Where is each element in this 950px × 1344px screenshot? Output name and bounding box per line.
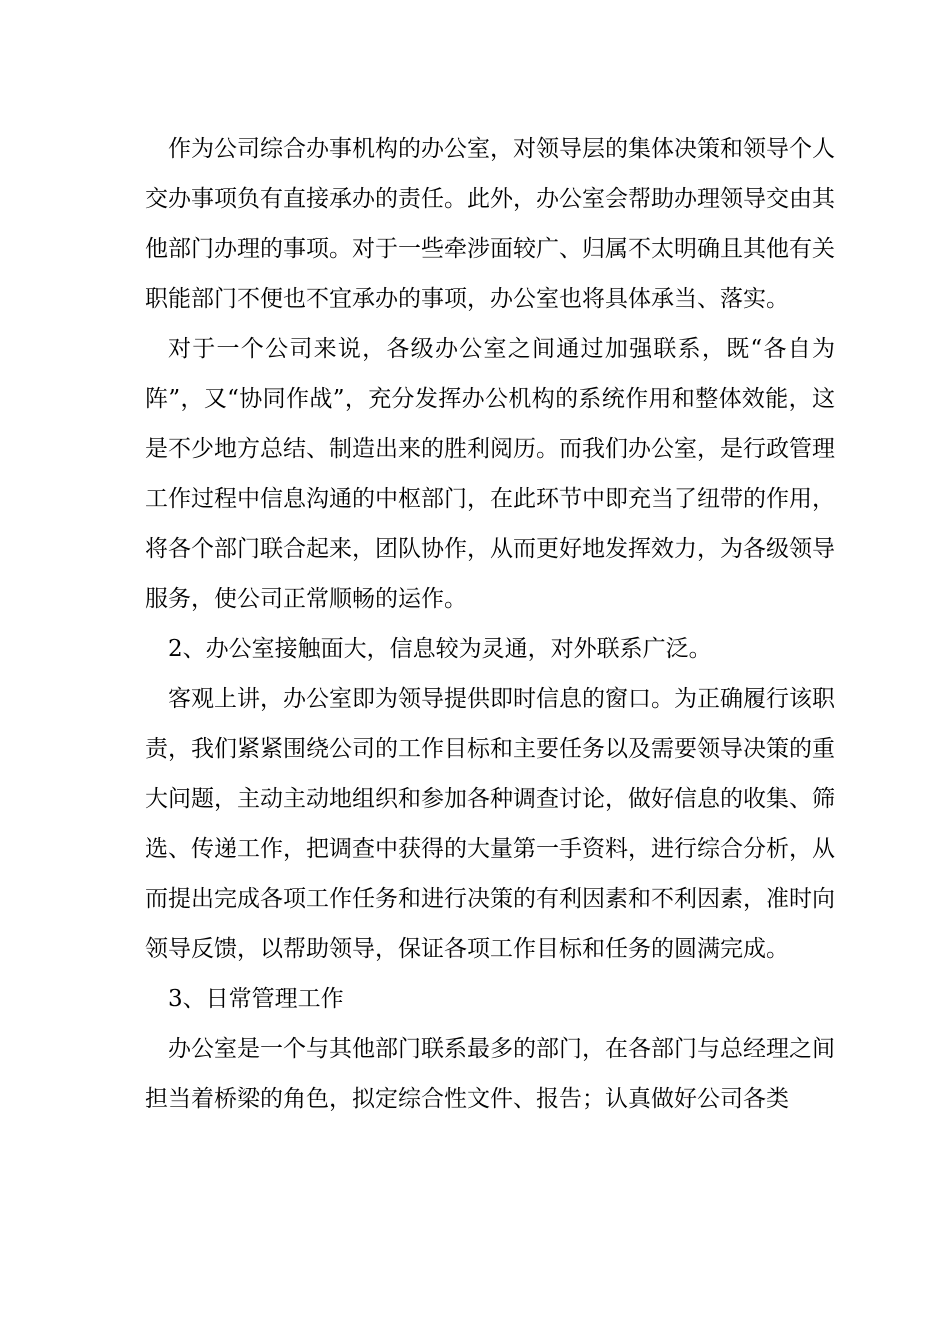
- section-heading-3: 3、日常管理工作: [168, 986, 344, 1012]
- paragraph-daily-management: 办公室是一个与其他部门联系最多的部门，在各部门与总经理之间担当着桥梁的角色，拟定综合性文件、报告；认真做好公司各类: [145, 1036, 835, 1112]
- paragraph-information-window: 客观上讲，办公室即为领导提供即时信息的窗口。为正确履行该职责，我们紧紧围绕公司的工作目标和主要任务以及需要领导决策的重大问题，主动主动地组织和参加各种调查讨论，做好信息的收集、筛选、传递工作，把调查中获得的大量第一手资料，进行综合分析，从而提出完成各项工作任务和进行决策的有利因素和不利因素，准时向领导反馈，以帮助领导，保证各项工作目标和任务的圆满完成。: [145, 686, 835, 962]
- paragraph-coordination: 对于一个公司来说，各级办公室之间通过加强联系，既“各自为阵”，又“协同作战”，充分发挥办公机构的系统作用和整体效能，这是不少地方总结、制造出来的胜利阅历。而我们办公室，是行政管理工作过程中信息沟通的中枢部门，在此环节中即充当了纽带的作用，将各个部门联合起来，团队协作，从而更好地发挥效力，为各级领导服务，使公司正常顺畅的运作。: [145, 336, 835, 612]
- document-body: [145, 124, 835, 1124]
- section-heading-2: 2、办公室接触面大，信息较为灵通，对外联系广泛。: [168, 636, 712, 662]
- paragraph-office-role: 作为公司综合办事机构的办公室，对领导层的集体决策和领导个人交办事项负有直接承办的责任。此外，办公室会帮助办理领导交由其他部门办理的事项。对于一些牵涉面较广、归属不太明确且其他有关职能部门不便也不宜承办的事项，办公室也将具体承当、落实。: [145, 136, 835, 312]
